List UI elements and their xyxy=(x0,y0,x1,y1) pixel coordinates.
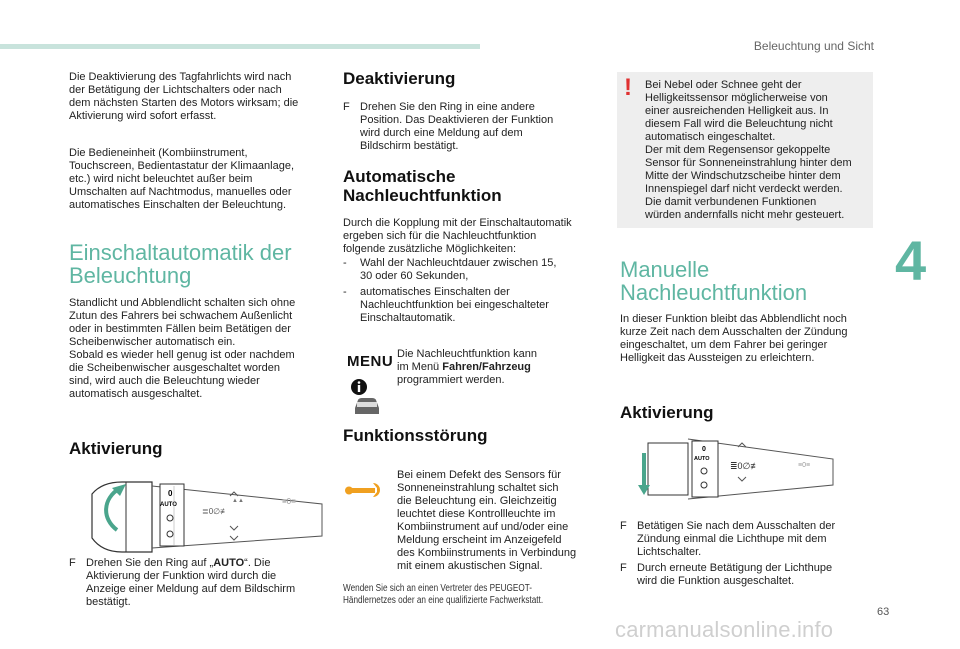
light-stalk-illustration-auto xyxy=(82,474,327,559)
section-title-manual-follow-me: Manuelle Nachleuchtfunktion xyxy=(620,257,808,305)
warning-text: Bei Nebel oder Schnee geht der Helligkeitssensor möglicherweise von einer ausreichenden Helligkeit aus. In diesem Fall wird die Beleuchtung nicht automatisch eingeschaltet. Der mit dem Regensensor gekoppelte Sensor für Sonneneinstrahlung hinter dem Mitte der Windschutzscheibe hinter dem Innenspiegel darf nicht verdeckt werden. Die damit verbundenen Funktionen würden andernfalls nicht mehr gesteuert. xyxy=(645,79,852,221)
light-stalk-illustration-flash xyxy=(638,433,838,503)
section-title-auto-lighting: Einschaltautomatik der Beleuchtung xyxy=(69,240,292,288)
paragraph-auto-lighting: Standlicht und Abblendlicht schalten sich ohne Zutun des Fahrers bei schwachem Außenlicht oder in bestimmten Fällen beim Betätigen der Scheibenwischer automatisch ein. Sobald es wieder hell genug ist oder nachdem die Scheibenwischer ausgeschaltet worden sind, wird auch die Beleuchtung wieder automatisch ausgeschaltet. xyxy=(69,297,296,400)
bullet-flash-deactivate: F Durch erneute Betätigung der Lichthupe wird die Funktion ausgeschaltet. xyxy=(620,562,833,587)
subtitle-activation-2: Aktivierung xyxy=(620,403,714,422)
stalk-label-auto-2: AUTO xyxy=(694,456,710,462)
warning-exclamation-icon: ! xyxy=(624,74,632,101)
title-malfunction: Funktionsstörung xyxy=(343,426,488,445)
info-car-icon xyxy=(349,378,383,418)
chapter-number: 4 xyxy=(895,229,927,292)
dash-item-duration: - Wahl der Nachleuchtdauer zwischen 15, 30 oder 60 Sekunden, xyxy=(343,257,557,282)
paragraph-manual-follow-me: In dieser Funktion bleibt das Abblendlicht noch kurze Zeit nach dem Ausschalten der Zündung eingeschaltet, um dem Fahrer bei geringer Helligkeit das Aussteigen zu erleichtern. xyxy=(620,313,848,364)
svg-text:≣0∅≢: ≣0∅≢ xyxy=(202,507,229,516)
bullet-deactivation: F Drehen Sie den Ring in eine andere Position. Das Deaktivieren der Funktion wird durch eine Meldung auf dem Bildschirm bestätigt. xyxy=(343,101,554,152)
bullet-turn-ring-auto: F Drehen Sie den Ring auf „AUTO“. Die Aktivierung der Funktion wird durch die Anzeige einer Meldung auf dem Bildschirm bestätigt. xyxy=(69,557,296,608)
header-accent-bar xyxy=(0,44,480,49)
stalk-label-auto: AUTO xyxy=(160,502,177,508)
svg-text:▲▲: ▲▲ xyxy=(232,498,244,504)
bullet-flash-activate: F Betätigen Sie nach dem Ausschalten der Zündung einmal die Lichthupe mit dem Lichtschalter. xyxy=(620,520,836,558)
page-number: 63 xyxy=(877,606,890,618)
dash-item-auto-activation: - automatisches Einschalten der Nachleuchtfunktion bei eingeschalteter Einschaltautomatik. xyxy=(343,286,549,324)
paragraph-workshop: Wenden Sie sich an einen Vertreter des PEUGEOT- Händlernetzes oder an eine qualifizierte Fachwerkstatt. xyxy=(343,583,544,606)
paragraph-coupling: Durch die Kopplung mit der Einschaltautomatik ergeben sich für die Nachleuchtfunktion folgende zusätzliche Möglichkeiten: xyxy=(343,217,572,255)
chapter-title: Beleuchtung und Sicht xyxy=(753,39,874,53)
stalk-label-zero-2: 0 xyxy=(702,446,706,453)
svg-text:≡0≡: ≡0≡ xyxy=(798,462,811,469)
stalk-label-zero: 0 xyxy=(168,489,173,498)
menu-programming-text: Die Nachleuchtfunktion kann im Menü Fahren/Fahrzeug programmiert werden. xyxy=(397,348,538,386)
watermark: carmanualsonline.info xyxy=(615,617,834,642)
paragraph-control-panel: Die Bedieneinheit (Kombiinstrument, Touchscreen, Bedientastatur der Klimaanlage, etc.) wird nicht beleuchtet außer beim Umschalten auf Nachtmodus, manuelles oder automatisches Einschalten der Beleuchtung. xyxy=(69,147,295,211)
menu-icon-label: MENU xyxy=(347,353,394,370)
title-deactivation: Deaktivierung xyxy=(343,69,456,88)
title-auto-follow-me: Automatische Nachleuchtfunktion xyxy=(343,167,502,205)
subtitle-activation-1: Aktivierung xyxy=(69,439,163,458)
svg-text:≣0∅≢: ≣0∅≢ xyxy=(730,461,760,471)
paragraph-daytime-lights: Die Deaktivierung des Tagfahrlichts wird nach der Betätigung der Lichtschalters oder nach dem nächsten Starten des Motors wirksam; die Aktivierung wird sofort erfasst. xyxy=(69,71,299,122)
svg-text:≡0≡: ≡0≡ xyxy=(282,497,296,506)
paragraph-malfunction: Bei einem Defekt des Sensors für Sonneneinstrahlung schaltet sich die Beleuchtung ein. Gleichzeitig leuchtet diese Kontrollleuchte im Kombiinstrument auf und/oder eine Meldung erscheint im Anzeigefeld des Kombiinstruments in Verbindung mit einem akustischen Signal. xyxy=(397,469,577,572)
wrench-icon xyxy=(345,480,385,500)
